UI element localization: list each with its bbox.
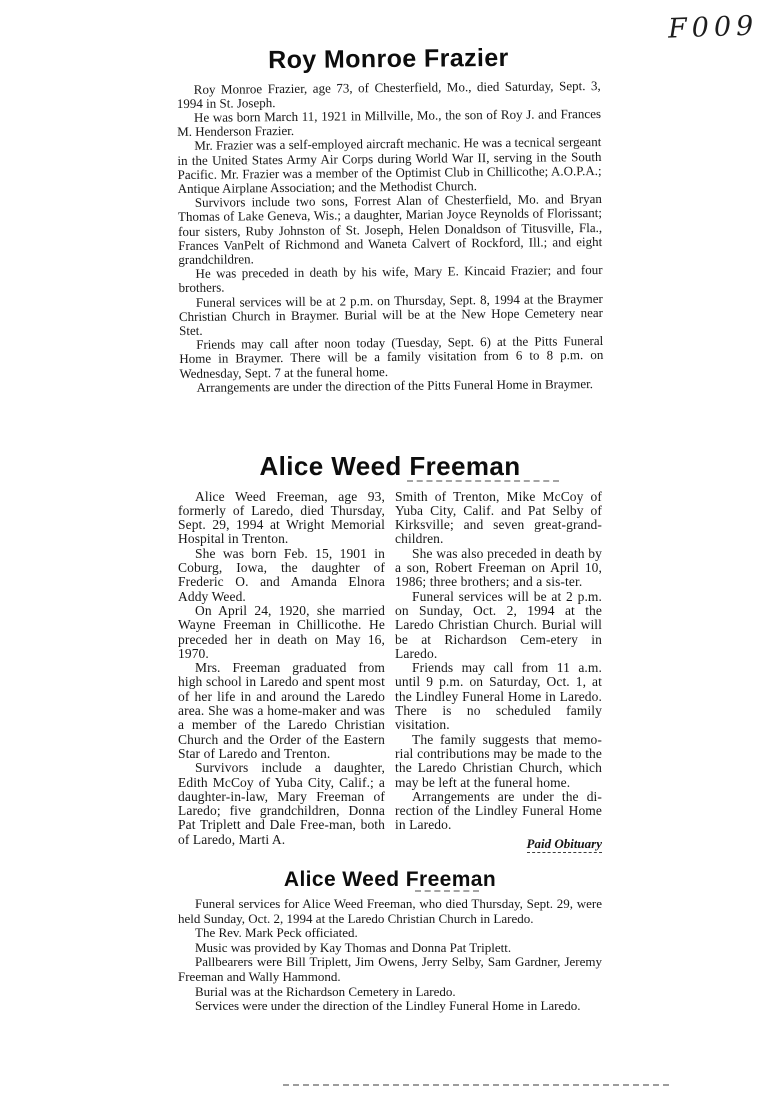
scan-dashed-line-artifact — [283, 1084, 669, 1086]
left-column — [178, 490, 385, 852]
obituary-frazier-title: Roy Monroe Frazier — [268, 43, 509, 75]
obituary-frazier — [176, 44, 603, 395]
obituary-frazier-body — [177, 78, 604, 395]
paragraph: Funeral services for Alice Weed Freeman, who died Thursday, Sept. 29, were held Sunday, Oct. 2, 1994 at the Laredo Christian Church in Laredo. — [178, 896, 602, 926]
obituary-frazier-header — [176, 44, 600, 76]
paragraph: Mrs. Freeman graduated from high school in Laredo and spent most of her life in and around the Laredo area. She was a home-maker and was a member of the Laredo Christian Church and the Order of the Eastern Star of Laredo and Trenton. — [178, 660, 385, 761]
paragraph: The family suggests that memo-rial contributions may be made to the the Laredo Christian Church, which may be left at the funeral home. — [395, 731, 602, 790]
paragraph: Pallbearers were Bill Triplett, Jim Owens, Jerry Selby, Sam Gardner, Jeremy Freeman and Wally Hammond. — [178, 954, 602, 985]
right-column-text — [395, 490, 602, 833]
paragraph: Mr. Frazier was a self-employed aircraft mechanic. He was a tecnical sergeant in the United States Army Air Corps during World War II, serving in the South Pacific. Mr. Frazier was a member of the Optimist Club in Chillicothe; A.O.P.A.; Antique Airplane Association; and the Methodist Church. — [177, 134, 602, 196]
paragraph: Friends may call from 11 a.m. until 9 p.m. on Saturday, Oct. 1, at the Lindley Funeral Home in Laredo. There is no scheduled family visitation. — [395, 660, 602, 733]
paragraph: Roy Monroe Frazier, age 73, of Chesterfield, Mo., died Saturday, Sept. 3, 1994 in St. Joseph. — [176, 77, 601, 111]
scan-underline-artifact — [407, 480, 559, 482]
obituary-freeman-paid-title: Alice Weed Freeman — [259, 451, 521, 481]
obituary-freeman-funeral-header — [178, 868, 602, 891]
obituary-freeman-funeral-report — [178, 868, 602, 1014]
scan-underline-artifact — [415, 890, 479, 892]
paragraph: The Rev. Mark Peck officiated. — [195, 925, 358, 941]
obituary-freeman-paid — [178, 452, 602, 852]
paragraph: Funeral services will be at 2 p.m. on Sunday, Oct. 2, 1994 at the Laredo Christian Church. Burial will be at Richardson Cem-etery in Laredo. — [395, 588, 602, 661]
paragraph: Burial was at the Richardson Cemetery in Laredo. — [195, 983, 456, 999]
obituary-freeman-funeral-title: Alice Weed Freeman — [283, 868, 497, 891]
paragraph: She was born Feb. 15, 1901 in Coburg, Iowa, the daughter of Frederic O. and Amanda Elnora Addy Weed. — [178, 545, 385, 604]
paragraph: Arrangements are under the direction of the Pitts Funeral Home in Braymer. — [196, 375, 594, 395]
paragraph: Alice Weed Freeman, age 93, formerly of Laredo, died Thursday, Sept. 29, 1994 at Wright Memorial Hospital in Trenton. — [178, 488, 385, 547]
handwritten-mark: F009 — [667, 10, 759, 45]
obituary-freeman-funeral-body — [178, 897, 602, 1014]
paragraph: He was preceded in death by his wife, Mary E. Kincaid Frazier; and four brothers. — [178, 262, 603, 296]
right-column — [395, 490, 602, 852]
paragraph: He was born March 11, 1921 in Millville, Mo., the son of Roy J. and Frances M. Henderson Frazier. — [177, 105, 602, 140]
paragraph: Friends may call after noon today (Tuesday, Sept. 6) at the Pitts Funeral Home in Braymer. There will be a family visitation from 6 to 8 p.m. on Wednesday, Sept. 7 at the funeral home. — [179, 333, 604, 381]
paid-obituary-label: Paid Obituary — [526, 835, 602, 851]
paragraph: Survivors include two sons, Forrest Alan of Chesterfield, Mo. and Bryan Thomas of Lake Geneva, Wis.; a daughter, Marian Joyce Reynolds of Florissant; four sisters, Ruby Johnston of St. Joseph, Helen Donaldson of Titusville, Fla., Frances VanPelt of Richmond and Waneta Calvert of Rockford, Ill.; and eight grandchildren. — [177, 191, 603, 267]
paragraph: Music was provided by Kay Thomas and Donna Pat Triplett. — [195, 939, 512, 955]
paragraph: Funeral services will be at 2 p.m. on Thursday, Sept. 8, 1994 at the Braymer Christian Church in Braymer. Burial will be at the New Hope Cemetery near Stet. — [178, 290, 603, 338]
paragraph: Smith of Trenton, Mike McCoy of Yuba City, Calif. and Pat Selby of Kirksville; and seven great-grand-children. — [395, 488, 602, 547]
paragraph: On April 24, 1920, she married Wayne Freeman in Chillicothe. He preceded her in death on May 16, 1970. — [178, 602, 385, 661]
paid-obituary-line — [395, 836, 602, 852]
obituary-freeman-paid-columns — [178, 490, 602, 852]
obituary-freeman-paid-header — [178, 452, 602, 481]
paragraph: Arrangements are under the di-rection of the Lindley Funeral Home in Laredo. — [395, 788, 602, 833]
paragraph: Survivors include a daughter, Edith McCoy of Yuba City, Calif.; a daughter-in-law, Mary Freeman of Laredo; five grandchildren, Donna Pat Triplett and Dale Free-man, both of Laredo, Marti A. — [178, 760, 385, 847]
paragraph: She was also preceded in death by a son, Robert Freeman on April 10, 1986; three brothers; and a sis-ter. — [395, 545, 602, 590]
paragraph: Services were under the direction of the Lindley Funeral Home in Laredo. — [195, 998, 581, 1014]
